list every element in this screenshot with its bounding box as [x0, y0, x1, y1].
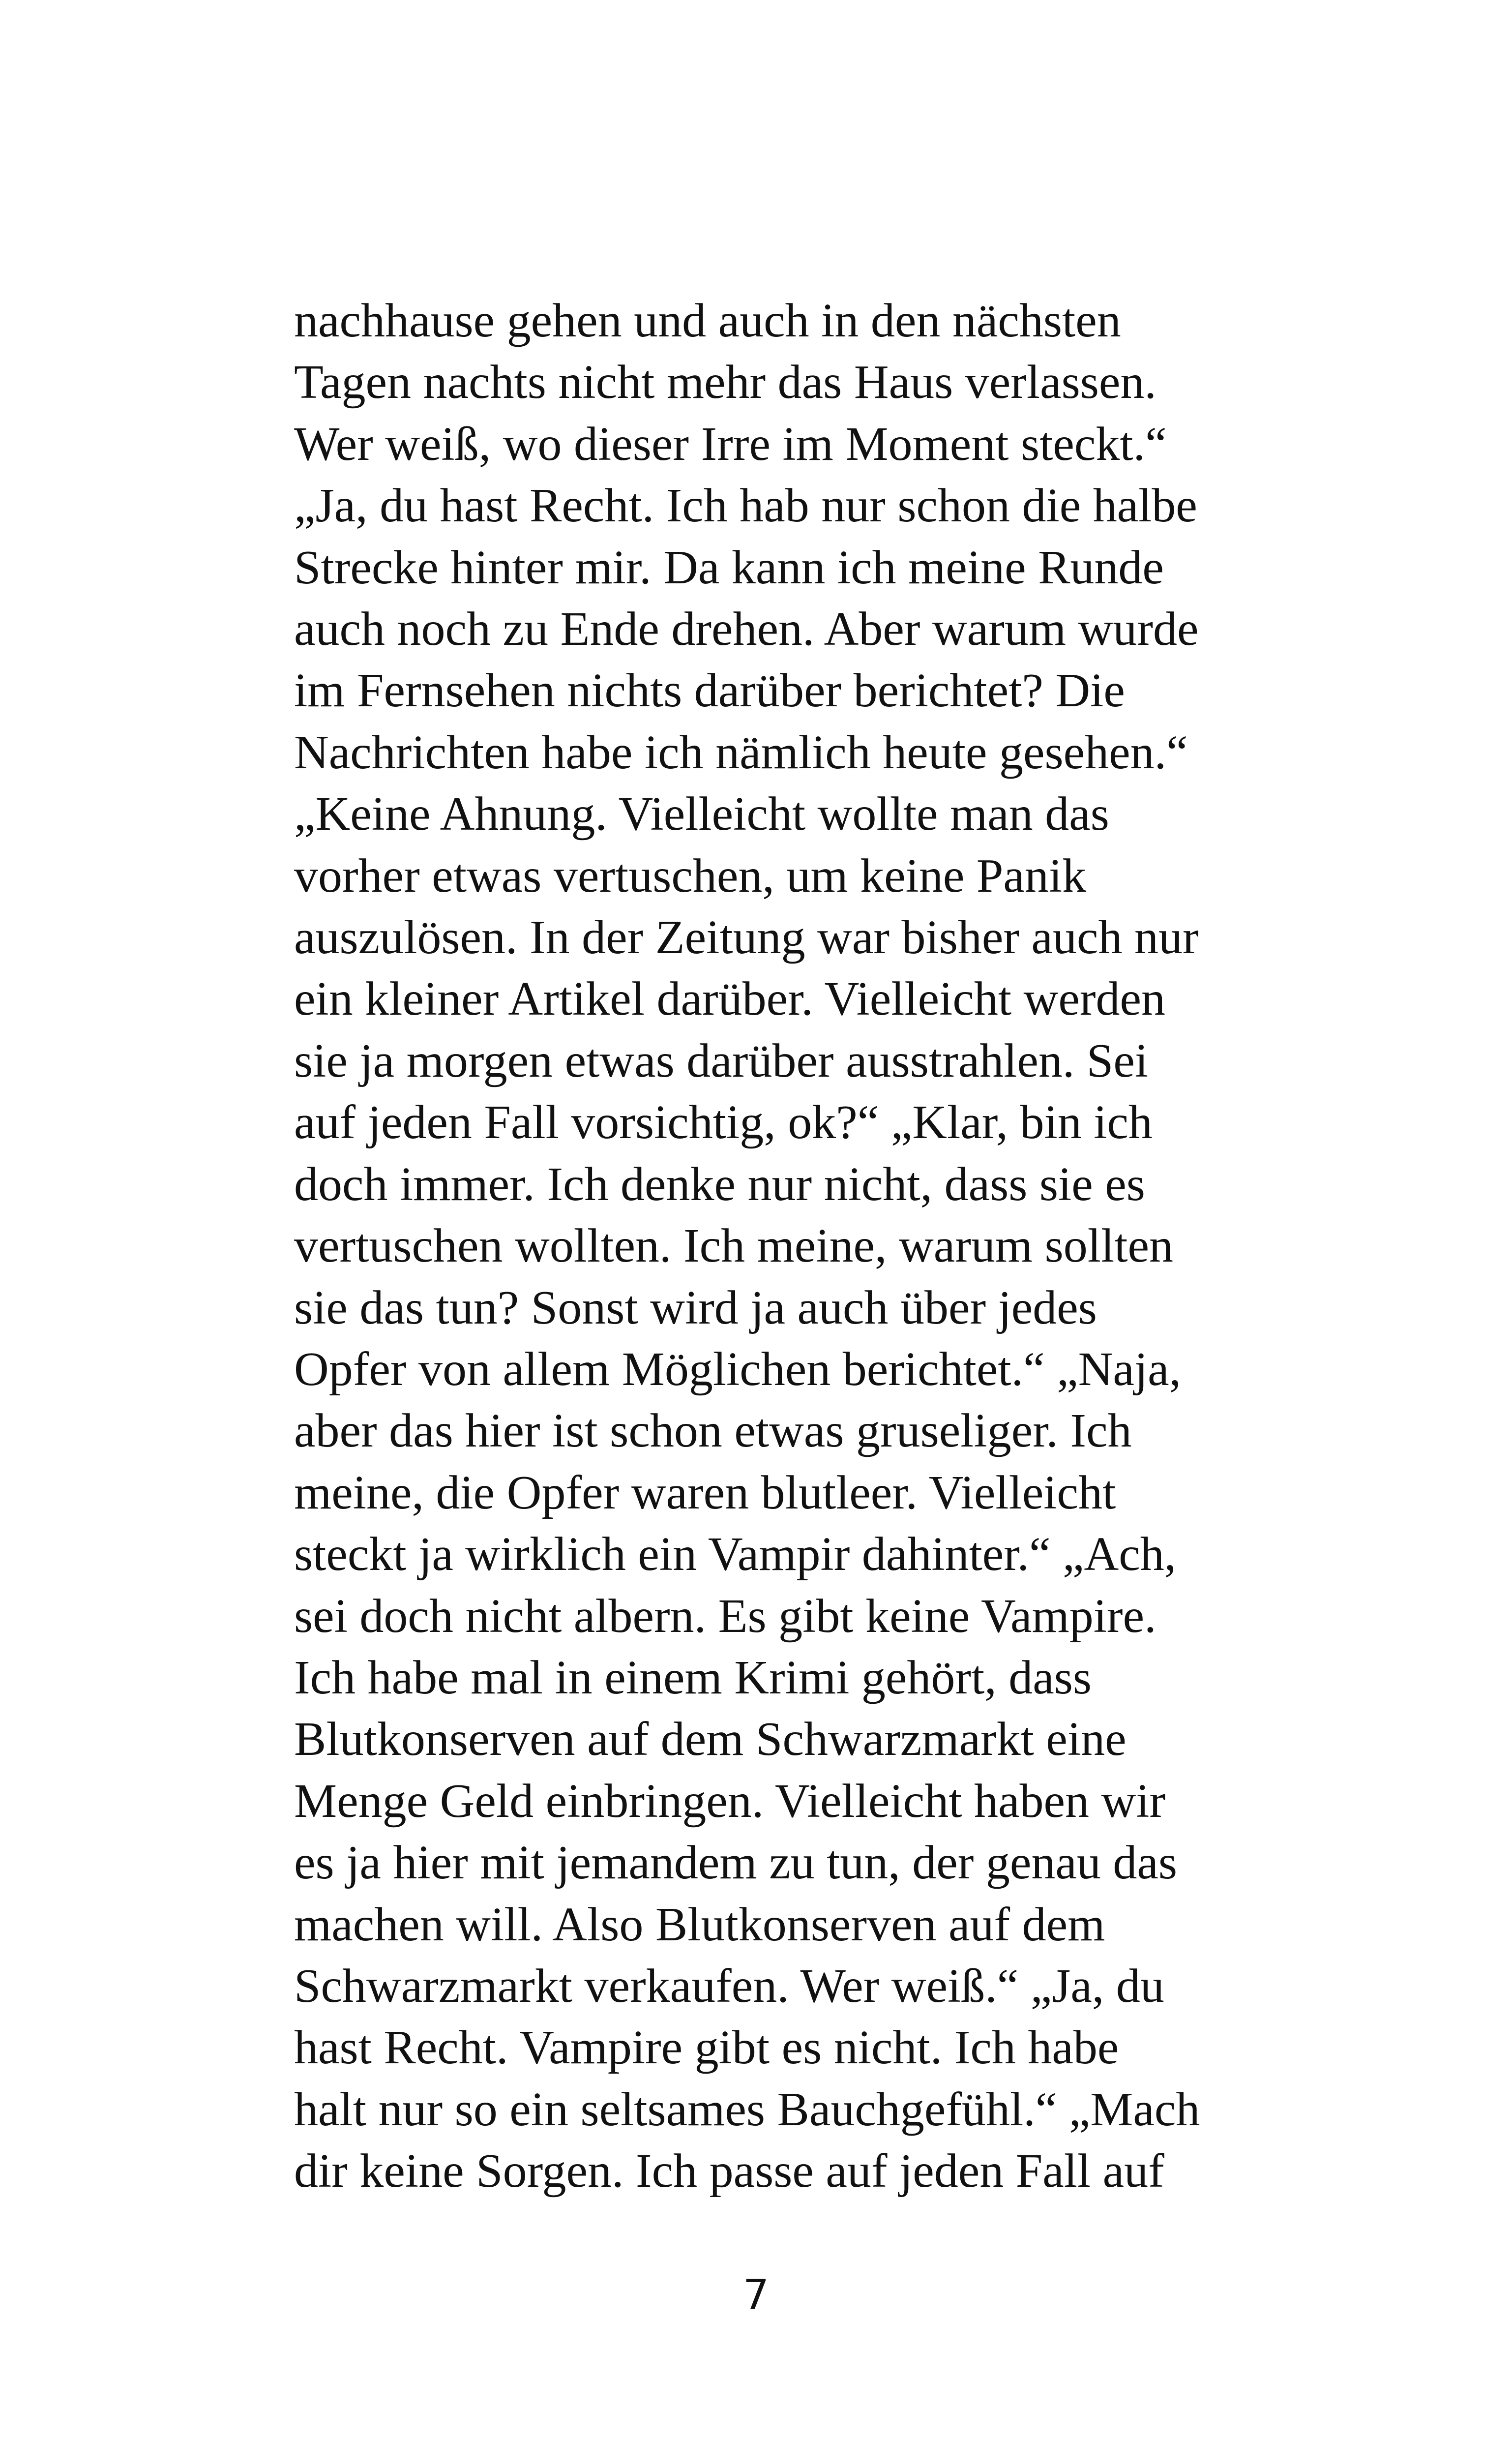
text-line: Nachrichten habe ich nämlich heute gesehen.“	[294, 725, 1188, 779]
text-line: steckt ja wirklich ein Vampir dahinter.“ „Ach,	[294, 1528, 1177, 1581]
text-line: es ja hier mit jemandem zu tun, der genau das	[294, 1836, 1178, 1890]
page-number: 7	[742, 2270, 770, 2319]
text-line: auszulösen. In der Zeitung war bisher auch nur	[294, 911, 1199, 965]
text-line: auch noch zu Ende drehen. Aber warum wurde	[294, 603, 1199, 656]
text-line: Strecke hinter mir. Da kann ich meine Runde	[294, 541, 1164, 594]
text-line: aber das hier ist schon etwas gruseliger. Ich	[294, 1404, 1132, 1458]
text-line: Blutkonserven auf dem Schwarzmarkt eine	[294, 1713, 1127, 1766]
body-text	[294, 290, 1277, 2202]
text-line: meine, die Opfer waren blutleer. Vielleicht	[294, 1466, 1116, 1519]
text-line: vertuschen wollten. Ich meine, warum sollten	[294, 1219, 1173, 1273]
text-line: hast Recht. Vampire gibt es nicht. Ich habe	[294, 2021, 1119, 2075]
text-line: halt nur so ein seltsames Bauchgefühl.“ „Mach	[294, 2082, 1200, 2136]
text-line: machen will. Also Blutkonserven auf dem	[294, 1898, 1105, 1951]
text-line: Opfer von allem Möglichen berichtet.“ „Naja,	[294, 1342, 1182, 1396]
text-line: auf jeden Fall vorsichtig, ok?“ „Klar, bin ich	[294, 1096, 1153, 1149]
text-line: Menge Geld einbringen. Vielleicht haben wir	[294, 1774, 1166, 1828]
text-line: Wer weiß, wo dieser Irre im Moment steckt.“	[294, 417, 1167, 471]
text-line: im Fernsehen nichts darüber berichtet? Die	[294, 664, 1125, 718]
text-line: doch immer. Ich denke nur nicht, dass sie es	[294, 1157, 1145, 1211]
text-line: sie ja morgen etwas darüber ausstrahlen. Sei	[294, 1034, 1149, 1087]
text-line: nachhause gehen und auch in den nächsten	[294, 294, 1121, 347]
text-line: sie das tun? Sonst wird ja auch über jedes	[294, 1281, 1097, 1334]
text-line: Ich habe mal in einem Krimi gehört, dass	[294, 1651, 1092, 1704]
text-line: dir keine Sorgen. Ich passe auf jeden Fall auf	[294, 2144, 1164, 2198]
text-line: vorher etwas vertuschen, um keine Panik	[294, 849, 1087, 903]
text-line: ein kleiner Artikel darüber. Vielleicht werden	[294, 972, 1165, 1026]
text-line: sei doch nicht albern. Es gibt keine Vampire.	[294, 1589, 1156, 1643]
text-line: Tagen nachts nicht mehr das Haus verlassen.	[294, 356, 1156, 409]
text-line: „Ja, du hast Recht. Ich hab nur schon die halbe	[294, 479, 1197, 533]
text-line: „Keine Ahnung. Vielleicht wollte man das	[294, 787, 1109, 841]
text-line: Schwarzmarkt verkaufen. Wer weiß.“ „Ja, du	[294, 1959, 1164, 2013]
